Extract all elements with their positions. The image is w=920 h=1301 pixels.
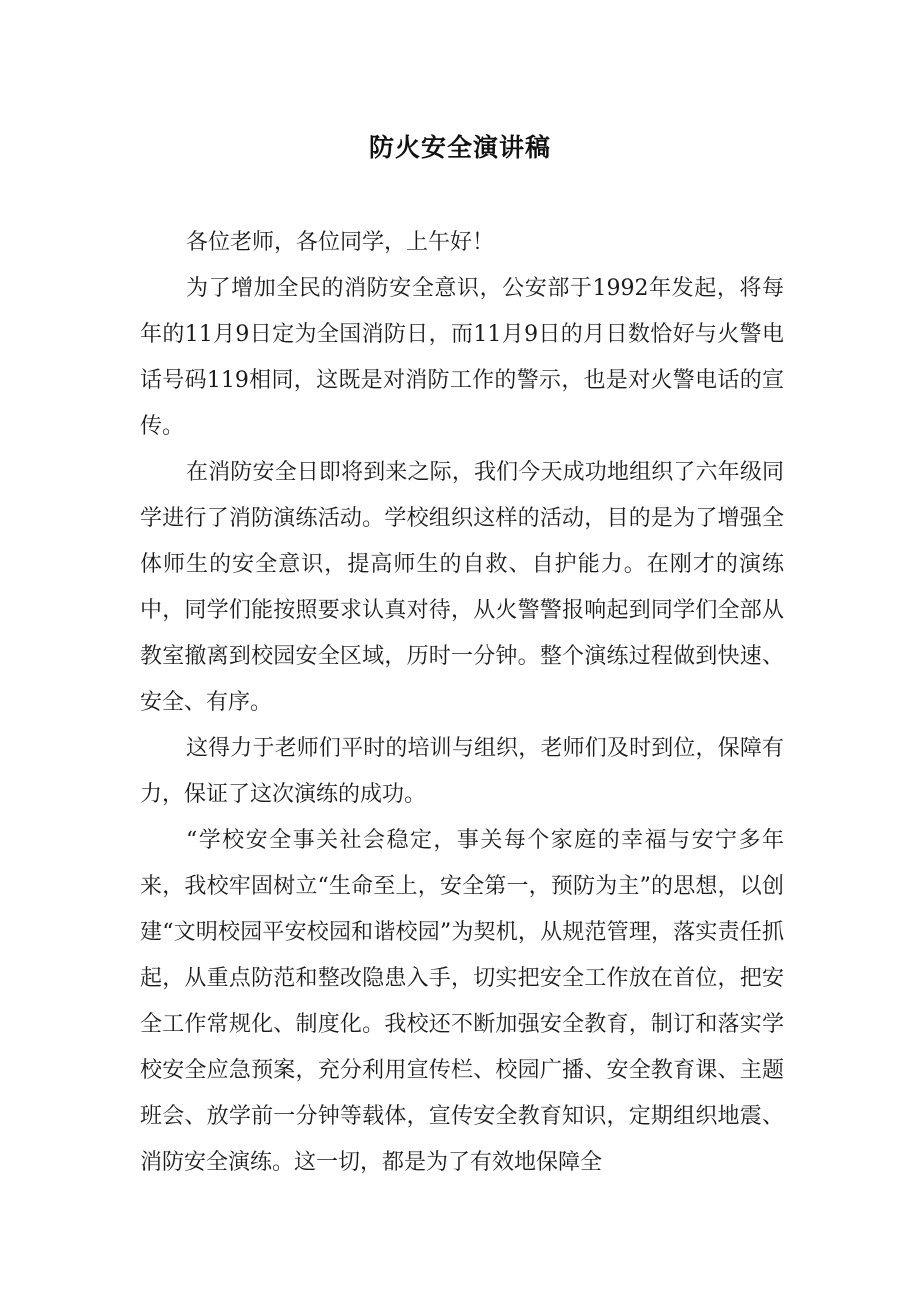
- paragraph-school-safety: “学校安全事关社会稳定，事关每个家庭的幸福与安宁多年来，我校牢固树立“生命至上，安全第一，预防为主”的思想，以创建“文明校园平安校园和谐校园”为契机，从规范管理，落实责任抓起，从重点防范和整改隐患入手，切实把安全工作放在首位，把安全工作常规化、制度化。我校还不断加强安全教育，制订和落实学校安全应急预案，充分利用宣传栏、校园广播、安全教育课、主题班会、放学前一分钟等载体，宣传安全教育知识，定期组织地震、消防安全演练。这一切，都是为了有效地保障全: [140, 828, 784, 1175]
- paragraph-greeting: 各位老师，各位同学，上午好！: [186, 230, 495, 255]
- paragraph-teachers: 这得力于老师们平时的培训与组织，老师们及时到位，保障有力，保证了这次演练的成功。: [140, 736, 784, 807]
- document-body: [140, 220, 784, 1186]
- paragraph-fire-day: 为了增加全民的消防安全意识，公安部于1992年发起，将每年的11月9日定为全国消防日，而11月9日的月日数恰好与火警电话号码119相同，这既是对消防工作的警示，也是对火警电话的宣传。: [140, 276, 784, 439]
- paragraph-drill: 在消防安全日即将到来之际，我们今天成功地组织了六年级同学进行了消防演练活动。学校组织这样的活动，目的是为了增强全体师生的安全意识，提高师生的自救、自护能力。在刚才的演练中，同学们能按照要求认真对待，从火警警报响起到同学们全部从教室撤离到校园安全区域，历时一分钟。整个演练过程做到快速、安全、有序。: [140, 460, 784, 715]
- document-title: 防火安全演讲稿: [368, 133, 551, 162]
